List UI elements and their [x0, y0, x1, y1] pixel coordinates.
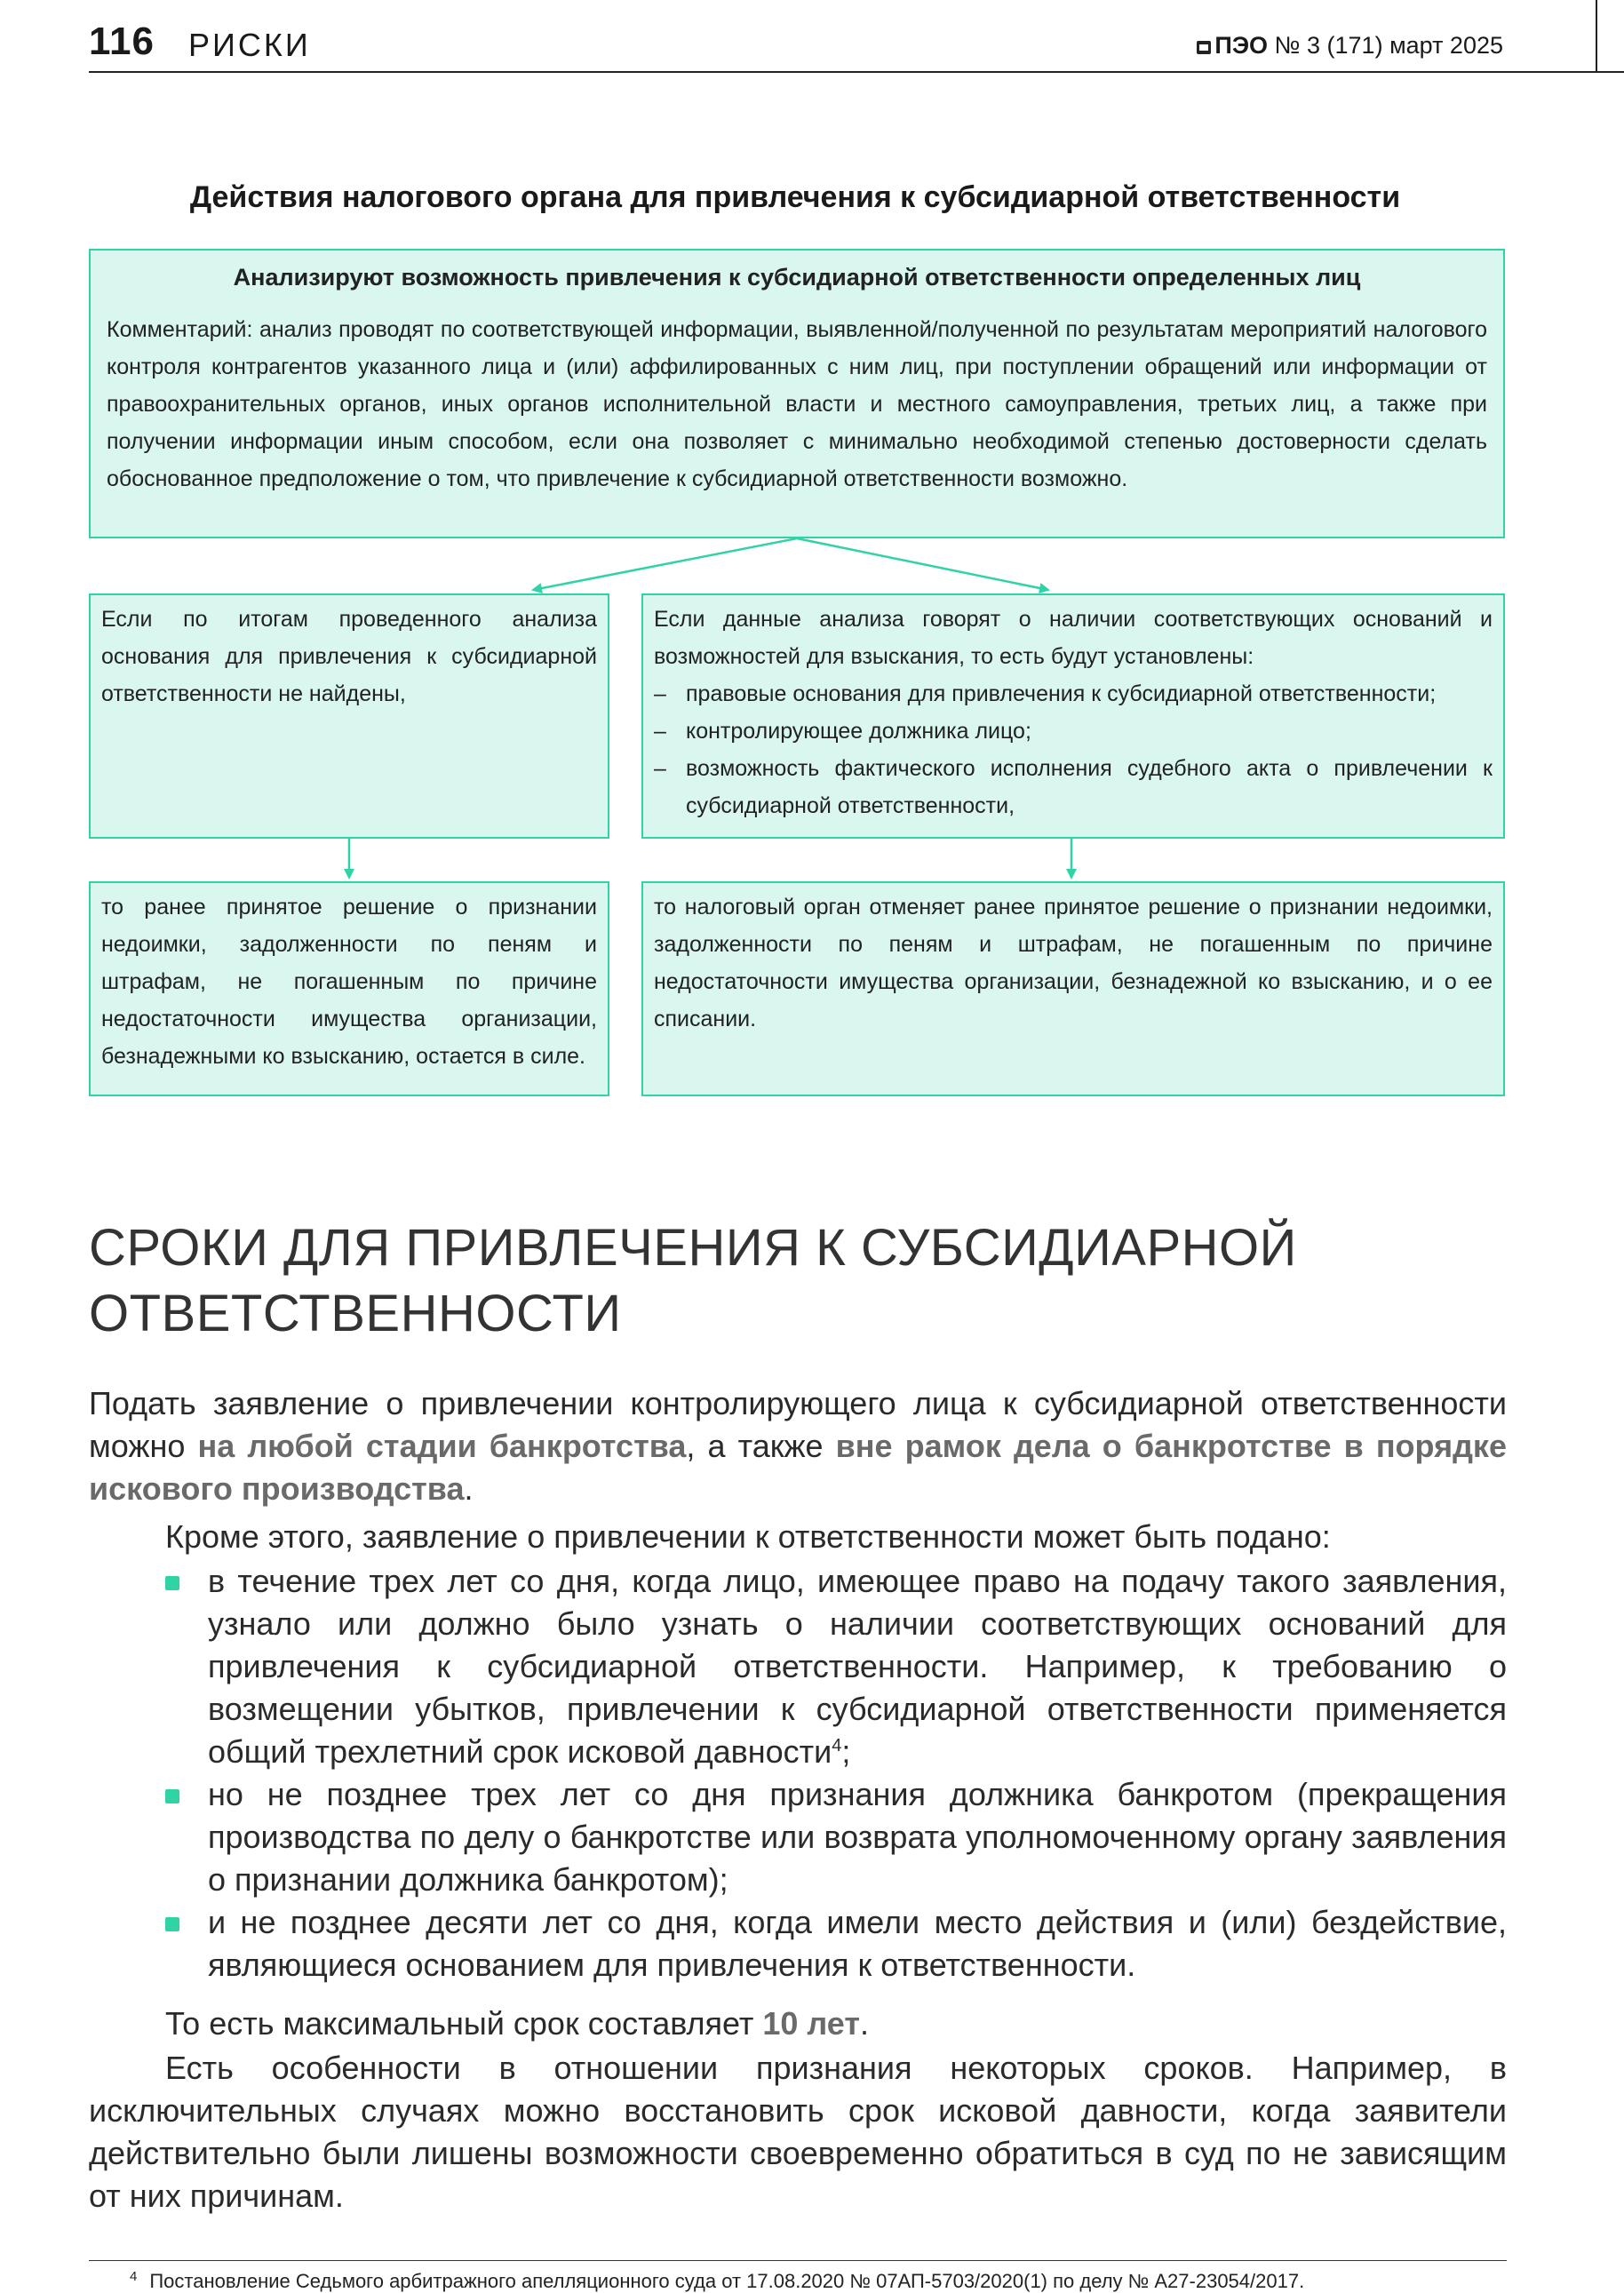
diagram-title: Действия налогового органа для привлечения к субсидиарной ответственности [189, 180, 1401, 214]
top-box-comment: Комментарий: анализ проводят по соответствующей информации, выявленной/полученной по результатам мероприятий налогового контроля контрагентов указанного лица и (или) аффилированных с ним лиц, при поступлении обращений или информации от правоохранительных органов, иных органов исполнительной власти и местного самоуправления, третьих лиц, а также при получении информации иным способом, если она позволяет с минимально необходимой степенью достоверности сделать обоснованное предположение о том, что привлечение к субсидиарной ответственности возможно. [107, 317, 1487, 491]
paragraph-lead: Кроме этого, заявление о привлечении к ответственности может быть подано: [165, 1518, 1331, 1555]
right-condition-item: – возможность фактического исполнения судебного акта о привлечении к субсидиарной ответственности, [654, 756, 1493, 818]
right-result-text: то налоговый орган отменяет ранее принятое решение о признании недоимки, задолженности по пеням и штрафам, не погашенным по причине недостаточности имущества организации, безнадежной ко взысканию, и о ее списании. [654, 895, 1493, 1031]
footnote [130, 2269, 1304, 2293]
paragraph-intro: Подать заявление о привлечении контролирующего лица к субсидиарной ответственности можно на любой стадии банкротства, а также вне рамок дела о банкротстве в порядке искового производства. [89, 1385, 1507, 1507]
footnote-ref: 4 [832, 1736, 842, 1756]
paragraph-exceptions: Есть особенности в отношении признания некоторых сроков. Например, в исключительных случаях можно восстановить срок исковой давности, когда заявители действительно были лишены возможности своевременно обратиться в суд по не зависящим от них причинам. [89, 2050, 1507, 2214]
section-heading: СРОКИ ДЛЯ ПРИВЛЕЧЕНИЯ К СУБСИДИАРНОЙ ОТВЕТСТВЕННОСТИ [89, 1219, 1297, 1342]
footnote-divider [89, 2260, 1507, 2261]
bullet-square-icon [165, 1789, 179, 1803]
footnote-number: 4 [130, 2269, 138, 2284]
bullet-square-icon [165, 1576, 179, 1590]
section-title: РИСКИ [188, 27, 311, 63]
arrow-to-left-condition [533, 538, 797, 590]
arrow-to-right-condition [797, 538, 1048, 590]
highlight-text: на любой стадии банкротства [197, 1428, 687, 1464]
issue-number: № 3 (171) март 2025 [1274, 32, 1503, 59]
bullet-square-icon [165, 1917, 179, 1931]
right-condition-intro: Если данные анализа говорят о наличии соответствующих оснований и возможностей для взыскания, то есть будут установлены: [654, 607, 1493, 669]
right-result-box [641, 881, 1505, 1096]
right-condition-item: – контролирующее должника лицо; [654, 719, 1031, 744]
list-item: в течение трех лет со дня, когда лицо, имеющее право на подачу такого заявления, узнало или должно было узнать о наличии соответствующих оснований для привлечения к субсидиарной ответственности. Например, к требованию о возмещении убытков, привлечении к субсидиарной ответственности применяется общий трехлетний срок исковой давности$^4$; [89, 1560, 1507, 1773]
right-condition-item: – правовые основания для привлечения к субсидиарной ответственности; [654, 681, 1437, 706]
bullet-list [89, 1560, 1507, 1986]
highlight-text: 10 лет [762, 2005, 860, 2042]
paragraph-max-term: То есть максимальный срок составляет 10 лет. [165, 2005, 869, 2042]
left-result-box [89, 881, 609, 1096]
publication-name: ПЭО [1214, 32, 1269, 59]
list-item: но не позднее трех лет со дня признания должника банкротом (прекращения производства по делу о банкротстве или возврата уполномоченному органу заявления о признании должника банкротом); [89, 1773, 1507, 1901]
left-condition-text: Если по итогам проведенного анализа основания для привлечения к субсидиарной ответственности не найдены, [101, 607, 597, 706]
right-condition-box [641, 593, 1505, 839]
footnote-text: Постановление Седьмого арбитражного апелляционного суда от 17.08.2020 № 07АП-5703/2020(1) по делу № А27-23054/2017. [149, 2270, 1305, 2292]
left-result-text: то ранее принятое решение о признании недоимки, задолженности по пеням и штрафам, не погашенным по причине недостаточности имущества организации, безнадежными ко взысканию, остается в силе. [101, 895, 597, 1069]
top-box-heading: Анализируют возможность привлечения к субсидиарной ответственности определенных лиц [233, 264, 1361, 291]
left-condition-box [89, 593, 609, 839]
page-number: 116 [89, 20, 155, 63]
list-item: и не позднее десяти лет со дня, когда имели место действия и (или) бездействие, являющиеся основанием для привлечения к ответственности. [89, 1901, 1507, 1986]
highlight-text: вне рамок дела о банкротстве в порядке искового производства [89, 1428, 1507, 1507]
